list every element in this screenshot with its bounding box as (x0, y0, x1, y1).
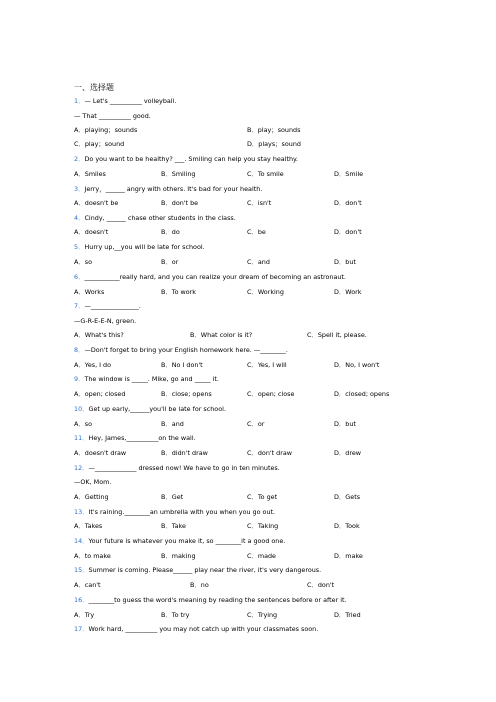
option-a: A．doesn't (74, 228, 109, 236)
question-7-stem-2: —G-R-E-E-N, green. (74, 317, 137, 325)
option-d: D．Smile (334, 170, 364, 178)
option-d: D．don't (334, 199, 362, 207)
option-b: B．play；sounds (247, 126, 301, 134)
option-b: B．Smiling (161, 170, 196, 178)
question-7-options (74, 331, 414, 340)
question-number: 9． (74, 375, 85, 383)
option-a: A．so (74, 420, 93, 428)
option-d: D．Work (334, 288, 362, 296)
option-b: B．or (161, 258, 179, 266)
question-4-options (74, 228, 414, 237)
option-a: A．can't (74, 581, 101, 589)
option-b: B．To work (161, 288, 196, 296)
option-a: A．doesn't draw (74, 449, 127, 457)
option-a: A．Try (74, 611, 95, 619)
question-14-options (74, 552, 414, 561)
option-c: C．be (247, 228, 266, 236)
option-c: C．Working (247, 288, 284, 296)
question-number: 16． (74, 596, 89, 604)
option-a: A．so (74, 258, 93, 266)
option-b: B．don't be (161, 199, 199, 207)
question-number: 10． (74, 405, 89, 413)
option-c: C．Taking (247, 522, 279, 530)
question-8-options (74, 361, 414, 370)
option-a: A．to make (74, 552, 111, 560)
question-11-stem: 11．Hey, James,__________on the wall. (74, 434, 196, 442)
question-number: 4． (74, 214, 85, 222)
option-b: B．To try (161, 611, 190, 619)
question-1-options (74, 126, 414, 135)
option-b: B．making (161, 552, 196, 560)
option-b: B．No I don't (161, 361, 203, 369)
option-c: C．Trying (247, 611, 278, 619)
question-5-options (74, 258, 414, 267)
option-c: C．Yes, I will (247, 361, 287, 369)
question-number: 14． (74, 537, 89, 545)
question-16-options (74, 611, 414, 620)
question-number: 1． (74, 97, 85, 105)
question-2-stem: 2．Do you want to be healthy? ___. Smiling can help you stay healthy. (74, 155, 298, 163)
question-number: 7． (74, 302, 85, 310)
option-d: D．Took (334, 522, 360, 530)
option-d: D．No, I won't (334, 361, 380, 369)
option-a: A．Yes, I do (74, 361, 112, 369)
option-c: C．and (247, 258, 270, 266)
option-d: D．closed; opens (334, 390, 390, 398)
option-d: D．drew (334, 449, 362, 457)
question-16-stem: 16．________to guess the word's meaning by reading the sentences before or after it. (74, 596, 347, 604)
question-number: 2． (74, 155, 85, 163)
option-c: C．made (247, 552, 276, 560)
question-number: 15． (74, 566, 89, 574)
option-c: C．don't draw (247, 449, 292, 457)
question-5-stem: 5．Hurry up,__you will be late for school. (74, 243, 205, 251)
option-a: A．Takes (74, 522, 103, 530)
question-number: 5． (74, 243, 85, 251)
option-c: C．Spell it, please. (307, 331, 367, 339)
option-b: B．Get (161, 493, 184, 501)
question-2-options (74, 170, 414, 179)
option-c: C．To get (247, 493, 278, 501)
option-b: B．What color is it? (190, 331, 253, 339)
question-14-stem: 14．Your future is whatever you make it, so ________it a good one. (74, 537, 286, 545)
question-number: 3． (74, 185, 85, 193)
question-6-stem: 6．___________really hard, and you can realize your dream of becoming an astronaut. (74, 273, 346, 281)
option-a: A．Getting (74, 493, 109, 501)
question-number: 13． (74, 508, 89, 516)
option-b: B．Take (161, 522, 186, 530)
question-3-options (74, 199, 414, 208)
option-a: A．playing；sounds (74, 126, 138, 134)
question-12-stem-2: —OK, Mom. (74, 478, 112, 486)
question-number: 12． (74, 464, 89, 472)
option-a: A．open; closed (74, 390, 126, 398)
option-c: C．or (247, 420, 265, 428)
option-c: C．play；sound (74, 140, 125, 148)
option-d: D．but (334, 258, 356, 266)
question-9-options (74, 390, 414, 399)
question-3-stem: 3．Jerry，______ angry with others. It's bad for your health. (74, 185, 263, 193)
option-b: B．no (190, 581, 209, 589)
question-13-options (74, 522, 414, 531)
option-c: C．open; close (247, 390, 295, 398)
question-4-stem: 4．Cindy, ______ chase other students in the class. (74, 214, 236, 222)
question-1-stem: 1．— Let's __________ volleyball. (74, 97, 177, 105)
option-d: D．Tried (334, 611, 361, 619)
option-b: B．close; opens (161, 390, 212, 398)
option-d: D．don't (334, 228, 362, 236)
question-17-stem: 17．Work hard, __________ you may not catch up with your classmates soon. (74, 625, 319, 633)
question-13-stem: 13．It's raining.________an umbrella with you when you go out. (74, 508, 276, 516)
question-number: 6． (74, 273, 85, 281)
question-1-stem-2: — That __________ good. (74, 112, 151, 120)
question-10-stem: 10．Get up early,______you'll be late for school. (74, 405, 226, 413)
option-c: C．To smile (247, 170, 284, 178)
option-c: C．isn't (247, 199, 272, 207)
question-12-stem: 12．—_____________ dressed now! We have to go in ten minutes. (74, 464, 280, 472)
option-b: B．do (161, 228, 180, 236)
question-8-stem: 8．—Don't forget to bring your English homework here. —________. (74, 346, 288, 354)
question-number: 8． (74, 346, 85, 354)
question-10-options (74, 420, 414, 429)
option-d: D．but (334, 420, 356, 428)
option-a: A．What's this? (74, 331, 124, 339)
option-b: B．didn't draw (161, 449, 208, 457)
question-15-stem: 15．Summer is coming. Please______ play near the river, it's very dangerous. (74, 566, 322, 574)
option-d: D．Gets (334, 493, 361, 501)
option-d: D．plays；sound (247, 140, 301, 148)
question-11-options (74, 449, 414, 458)
question-6-options (74, 288, 414, 297)
question-7-stem: 7．—_______________. (74, 302, 141, 310)
option-c: C．don't (307, 581, 335, 589)
option-d: D．make (334, 552, 363, 560)
option-a: A．Smiles (74, 170, 106, 178)
question-9-stem: 9．The window is _____. Mike, go and _____ it. (74, 375, 219, 383)
question-15-options (74, 581, 414, 590)
question-12-options (74, 493, 414, 502)
question-number: 17． (74, 625, 89, 633)
section-title: 一、选择题 (74, 83, 114, 92)
question-1-options-2 (74, 140, 414, 149)
option-a: A．doesn't be (74, 199, 119, 207)
question-number: 11． (74, 434, 89, 442)
option-b: B．and (161, 420, 184, 428)
option-a: A．Works (74, 288, 105, 296)
